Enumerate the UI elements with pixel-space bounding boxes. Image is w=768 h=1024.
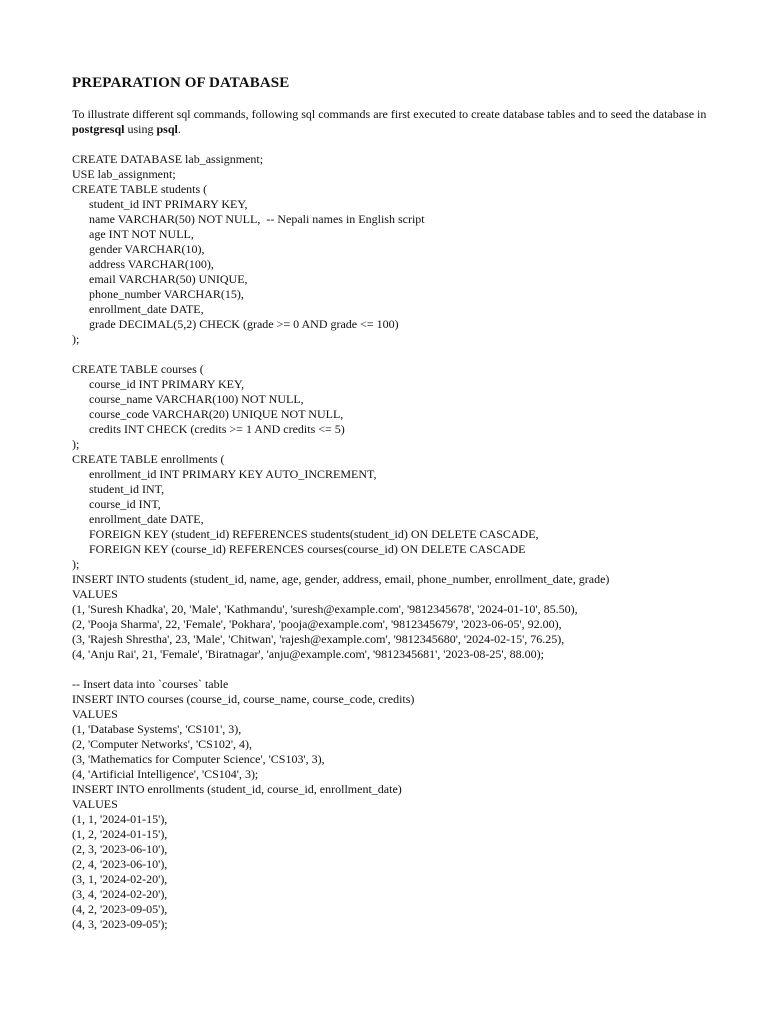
code-line: enrollment_id INT PRIMARY KEY AUTO_INCREMENT, [89,467,377,481]
code-line: phone_number VARCHAR(15), [89,287,244,301]
code-line: course_id INT, [89,497,161,511]
page-title: PREPARATION OF DATABASE [72,75,290,91]
code-line: (3, 'Mathematics for Computer Science', 'CS103', 3), [72,752,325,766]
code-line: (1, 'Suresh Khadka', 20, 'Male', 'Kathmandu', 'suresh@example.com', '9812345678', '2024-01-10', 85.50), [72,602,578,616]
blank-line [72,347,609,362]
code-line: INSERT INTO courses (course_id, course_name, course_code, credits) [72,692,415,706]
code-line: enrollment_date DATE, [89,512,204,526]
intro-text-before: To illustrate different sql commands, following sql commands are first executed to create database tables and to seed the database in [72,107,707,121]
code-line: (3, 1, '2024-02-20'), [72,872,168,886]
code-line: (1, 1, '2024-01-15'), [72,812,168,826]
code-line: (2, 3, '2023-06-10'), [72,842,168,856]
code-line: (3, 4, '2024-02-20'), [72,887,168,901]
code-line: CREATE DATABASE lab_assignment; [72,152,264,166]
code-line: gender VARCHAR(10), [89,242,205,256]
code-line: address VARCHAR(100), [89,257,214,271]
code-line: grade DECIMAL(5,2) CHECK (grade >= 0 AND grade <= 100) [89,317,399,331]
code-line: -- Insert data into `courses` table [72,677,229,691]
intro-bold-postgresql: postgresql [72,122,125,136]
code-line: email VARCHAR(50) UNIQUE, [89,272,248,286]
code-line: (2, 'Computer Networks', 'CS102', 4), [72,737,252,751]
code-line: (1, 'Database Systems', 'CS101', 3), [72,722,242,736]
code-line: (4, 'Artificial Intelligence', 'CS104', 3); [72,767,259,781]
code-line: name VARCHAR(50) NOT NULL, -- Nepali names in English script [89,212,425,226]
intro-text-after: . [177,122,181,136]
intro-paragraph [72,107,752,137]
code-line: (4, 'Anju Rai', 21, 'Female', 'Biratnagar', 'anju@example.com', '9812345681', '2023-08-25', 88.00); [72,647,544,661]
code-line: course_id INT PRIMARY KEY, [89,377,245,391]
code-line: CREATE TABLE courses ( [72,362,204,376]
code-line: enrollment_date DATE, [89,302,204,316]
code-line: INSERT INTO enrollments (student_id, course_id, enrollment_date) [72,782,402,796]
code-line: (2, 4, '2023-06-10'), [72,857,168,871]
code-line: USE lab_assignment; [72,167,176,181]
code-line: VALUES [72,797,118,811]
code-line: VALUES [72,587,118,601]
sql-code-block [72,152,609,932]
code-line: course_name VARCHAR(100) NOT NULL, [89,392,304,406]
code-line: course_code VARCHAR(20) UNIQUE NOT NULL, [89,407,344,421]
code-line: credits INT CHECK (credits >= 1 AND credits <= 5) [89,422,345,436]
code-line: student_id INT, [89,482,165,496]
code-line: CREATE TABLE students ( [72,182,208,196]
code-line: (1, 2, '2024-01-15'), [72,827,168,841]
code-line: ); [72,437,80,451]
intro-text-middle: using [124,122,157,136]
code-line: FOREIGN KEY (course_id) REFERENCES courses(course_id) ON DELETE CASCADE [89,542,526,556]
code-line: (4, 3, '2023-09-05'); [72,917,168,931]
code-line: INSERT INTO students (student_id, name, age, gender, address, email, phone_number, enrollment_date, grade) [72,572,610,586]
code-line: age INT NOT NULL, [89,227,194,241]
blank-line [72,662,609,677]
code-line: (4, 2, '2023-09-05'), [72,902,168,916]
code-line: VALUES [72,707,118,721]
code-line: (2, 'Pooja Sharma', 22, 'Female', 'Pokhara', 'pooja@example.com', '9812345679', '2023-06-05', 92.00), [72,617,562,631]
code-line: student_id INT PRIMARY KEY, [89,197,248,211]
code-line: CREATE TABLE enrollments ( [72,452,225,466]
code-line: ); [72,332,80,346]
code-line: ); [72,557,80,571]
intro-bold-psql: psql [156,122,178,136]
code-line: (3, 'Rajesh Shrestha', 23, 'Male', 'Chitwan', 'rajesh@example.com', '9812345680', '2024-02-15', 76.25), [72,632,565,646]
code-line: FOREIGN KEY (student_id) REFERENCES students(student_id) ON DELETE CASCADE, [89,527,539,541]
